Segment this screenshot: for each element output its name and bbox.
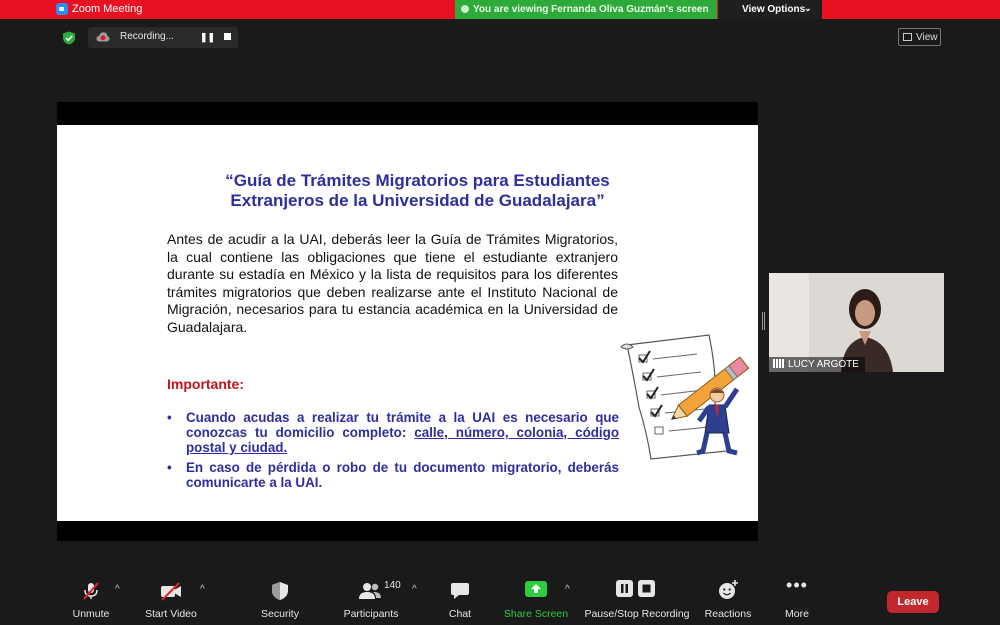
view-options-label: View Options — [742, 4, 806, 15]
participant-name-tag — [769, 357, 865, 372]
more-label: More — [785, 608, 809, 620]
slide-title — [57, 171, 758, 211]
participants-options-caret-icon[interactable]: ^ — [412, 584, 417, 595]
chat-label: Chat — [448, 608, 472, 620]
slide-title-line-1: “Guía de Trámites Migratorios para Estudiantes — [225, 171, 610, 190]
participants-label: Participants — [343, 608, 399, 620]
window-title: Zoom Meeting — [72, 3, 143, 15]
slide-body-text: Antes de acudir a la UAI, deberás leer la Guía de Trámites Migratorios, la cual contiene las obligaciones que tiene el estudiante extranjero durante su estadía en México y la lista de requisitos para los diferentes trámites migratorios que deben realizarse ante el Instituto Nacional de Migración, necesarios para tu estancia académica en la Universidad de Guadalajara. — [167, 231, 618, 335]
view-button[interactable] — [898, 28, 941, 46]
pause-stop-icon — [616, 580, 656, 600]
recording-indicator — [88, 27, 238, 48]
security-shield-icon[interactable] — [62, 31, 76, 45]
video-camera-off-icon — [159, 580, 183, 602]
gallery-view-icon — [903, 33, 912, 41]
important-heading: Importante: — [167, 376, 244, 392]
bullet-text-underlined: calle, número, colonia, código postal y ciudad. — [186, 425, 620, 455]
audio-options-caret-icon[interactable]: ^ — [115, 584, 120, 595]
bullet-text — [167, 410, 619, 455]
recording-label: Recording... — [120, 31, 174, 42]
screen-share-indicator-icon — [461, 5, 469, 13]
viewing-screen-text: You are viewing Fernanda Oliva Guzmán's screen — [473, 4, 709, 15]
pause-recording-icon[interactable]: ❚❚ — [200, 32, 216, 42]
chat-bubble-icon — [450, 581, 470, 601]
share-screen-label: Share Screen — [503, 608, 569, 620]
chevron-down-icon: ⌄ — [804, 3, 812, 13]
chat-button[interactable] — [440, 578, 480, 620]
security-label: Security — [261, 608, 299, 620]
start-video-label: Start Video — [145, 608, 197, 620]
presentation-slide — [57, 125, 758, 521]
more-button[interactable] — [778, 575, 816, 620]
shield-icon — [271, 581, 289, 601]
pause-stop-recording-label: Pause/Stop Recording — [584, 608, 690, 620]
panel-resize-handle[interactable] — [762, 312, 765, 330]
viewing-screen-banner — [455, 0, 717, 19]
start-video-button[interactable] — [142, 578, 200, 620]
participant-name: LUCY ARGOTE — [788, 359, 859, 370]
leave-meeting-button[interactable]: Leave — [887, 591, 939, 613]
slide-title-line-2: Extranjeros de la Universidad de Guadalajara” — [230, 191, 605, 210]
participant-video-tile[interactable] — [769, 273, 944, 372]
view-label: View — [916, 32, 938, 43]
video-options-caret-icon[interactable]: ^ — [200, 584, 205, 595]
share-screen-icon — [525, 581, 547, 599]
participants-count: 140 — [384, 580, 401, 591]
unmute-button[interactable] — [66, 578, 116, 620]
bullet-text-prefix: Cuando acudas a realizar tu trámite a la UAI es necesario que conozcas tu domicilio completo: — [186, 410, 619, 440]
reactions-button[interactable] — [702, 578, 754, 620]
pause-stop-recording-button[interactable] — [584, 578, 690, 620]
participants-icon — [358, 581, 382, 601]
meeting-toolbar — [0, 575, 1000, 625]
shared-screen-area — [57, 102, 758, 541]
security-button[interactable] — [256, 578, 304, 620]
cloud-recording-icon — [96, 31, 110, 43]
bullet-marker: • — [167, 460, 172, 475]
emoji-reaction-icon — [717, 579, 739, 601]
participants-button[interactable] — [340, 578, 402, 620]
bullet-item-address — [167, 410, 619, 455]
signal-strength-icon — [773, 359, 785, 368]
reactions-label: Reactions — [704, 608, 752, 620]
bullet-text: En caso de pérdida o robo de tu documento migratorio, deberás comunicarte a la UAI. — [186, 460, 619, 490]
checklist-pencil-illustration — [617, 333, 757, 461]
microphone-muted-icon — [80, 580, 102, 602]
share-screen-button[interactable] — [502, 578, 570, 620]
share-options-caret-icon[interactable]: ^ — [565, 584, 570, 595]
bullet-marker: • — [167, 410, 172, 425]
bullet-item-lost-document — [167, 460, 619, 490]
zoom-logo-icon — [56, 3, 68, 15]
unmute-label: Unmute — [72, 608, 110, 620]
more-dots-icon: ••• — [786, 575, 808, 595]
stop-recording-icon[interactable] — [224, 33, 231, 40]
view-options-button[interactable] — [718, 0, 822, 19]
